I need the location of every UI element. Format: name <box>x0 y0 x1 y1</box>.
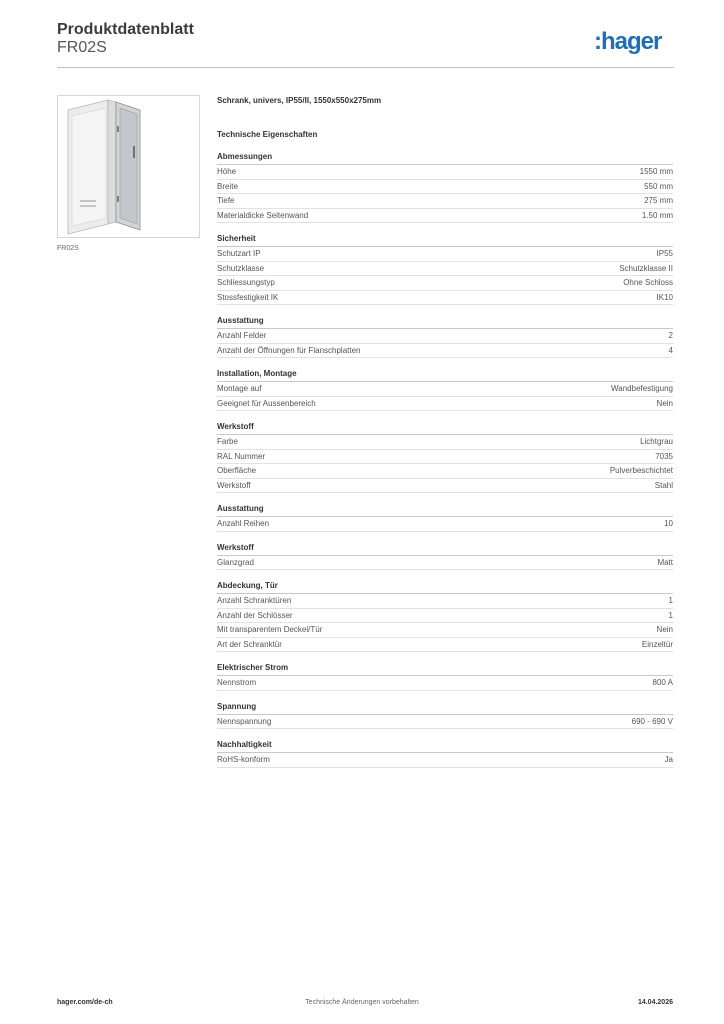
spec-row <box>217 623 673 638</box>
spec-row <box>217 194 673 209</box>
document-title: Produktdatenblatt <box>57 21 194 38</box>
spec-value: Ohne Schloss <box>623 278 673 287</box>
spec-label: Nennstrom <box>217 678 257 687</box>
spec-row <box>217 464 673 479</box>
spec-label: Anzahl Reihen <box>217 519 270 528</box>
spec-label: Schutzklasse <box>217 263 265 273</box>
spec-value: 550 mm <box>644 181 673 191</box>
section-title: Nachhaltigkeit <box>217 739 673 753</box>
spec-section <box>217 542 673 571</box>
spec-section <box>217 662 673 691</box>
spec-section <box>217 233 673 305</box>
spec-section <box>217 580 673 652</box>
spec-value: Nein <box>656 625 673 634</box>
spec-label: Schliessungstyp <box>217 278 275 287</box>
spec-value: 10 <box>664 519 673 528</box>
spec-row <box>217 262 673 277</box>
footer-date: 14.04.2026 <box>637 999 673 1006</box>
spec-value: 800 A <box>652 678 673 687</box>
image-caption: FR02S <box>57 245 79 252</box>
article-number: FR02S <box>57 39 107 56</box>
spec-row <box>217 753 673 768</box>
spec-label: Mit transparentem Deckel/Tür <box>217 625 323 634</box>
spec-row <box>217 435 673 450</box>
spec-label: Nennspannung <box>217 716 272 726</box>
spec-section <box>217 739 673 768</box>
spec-row <box>217 638 673 653</box>
spec-value: IK10 <box>656 292 673 302</box>
section-title: Abmessungen <box>217 151 673 165</box>
spec-label: Art der Schranktür <box>217 639 282 649</box>
spec-value: Stahl <box>654 480 673 490</box>
spec-section <box>217 503 673 532</box>
spec-label: Anzahl Felder <box>217 331 267 340</box>
spec-section <box>217 368 673 411</box>
spec-row <box>217 450 673 465</box>
spec-row <box>217 165 673 180</box>
spec-row <box>217 517 673 532</box>
spec-value: 1 <box>668 596 673 605</box>
spec-row <box>217 209 673 224</box>
spec-sections <box>217 151 673 768</box>
spec-label: Anzahl der Öffnungen für Flanschplatten <box>217 345 361 355</box>
spec-row <box>217 676 673 691</box>
spec-row <box>217 397 673 412</box>
spec-value: Ja <box>664 755 673 764</box>
spec-label: Montage auf <box>217 384 262 393</box>
product-title: Schrank, univers, IP55/II, 1550x550x275mm <box>217 96 382 105</box>
spec-row <box>217 344 673 359</box>
spec-row <box>217 609 673 624</box>
spec-label: Anzahl Schranktüren <box>217 596 292 605</box>
spec-section <box>217 701 673 730</box>
section-title: Werkstoff <box>217 421 673 435</box>
spec-label: Glanzgrad <box>217 557 254 567</box>
spec-row <box>217 382 673 397</box>
spec-value: Einzeltür <box>641 639 673 649</box>
spec-content <box>217 95 673 768</box>
spec-value: 4 <box>668 345 673 355</box>
spec-value: Lichtgrau <box>640 437 673 446</box>
spec-row <box>217 479 673 494</box>
spec-row <box>217 329 673 344</box>
spec-label: Schutzart IP <box>217 249 261 258</box>
spec-section <box>217 421 673 493</box>
hager-logo <box>594 28 674 56</box>
spec-value: Wandbefestigung <box>611 384 673 393</box>
section-title: Elektrischer Strom <box>217 662 673 676</box>
spec-label: Stossfestigkeit IK <box>217 292 279 302</box>
spec-value: 1.50 mm <box>641 210 673 220</box>
section-title: Werkstoff <box>217 542 673 556</box>
spec-value: 275 mm <box>644 196 673 205</box>
spec-label: Farbe <box>217 437 238 446</box>
spec-row <box>217 594 673 609</box>
header-divider <box>57 67 674 68</box>
spec-label: RoHS-konform <box>217 755 270 764</box>
spec-value: 7035 <box>655 451 673 461</box>
spec-label: Tiefe <box>217 196 235 205</box>
spec-value: Nein <box>656 398 673 408</box>
section-title: Spannung <box>217 701 673 715</box>
spec-row <box>217 276 673 291</box>
svg-text::hager: :hager <box>594 28 662 55</box>
spec-value: Schutzklasse II <box>619 263 673 273</box>
spec-value: Pulverbeschichtet <box>609 466 673 475</box>
spec-value: 1550 mm <box>639 167 673 176</box>
section-title: Ausstattung <box>217 315 673 329</box>
spec-label: Materialdicke Seitenwand <box>217 210 309 220</box>
spec-row <box>217 247 673 262</box>
spec-section <box>217 151 673 223</box>
spec-label: RAL Nummer <box>217 451 266 461</box>
spec-label: Geeignet für Aussenbereich <box>217 398 316 408</box>
section-title: Abdeckung, Tür <box>217 580 673 594</box>
product-image <box>57 95 200 238</box>
spec-row <box>217 291 673 306</box>
spec-value: 1 <box>668 610 673 620</box>
spec-value: IP55 <box>656 249 673 258</box>
spec-value: Matt <box>657 557 673 567</box>
spec-label: Oberfläche <box>217 466 257 475</box>
spec-value: 2 <box>668 331 673 340</box>
spec-label: Werkstoff <box>217 480 251 490</box>
spec-label: Höhe <box>217 167 237 176</box>
spec-section <box>217 315 673 358</box>
section-title: Ausstattung <box>217 503 673 517</box>
section-title: Installation, Montage <box>217 368 673 382</box>
spec-row <box>217 556 673 571</box>
footer-website: hager.com/de-ch <box>57 999 113 1006</box>
spec-row <box>217 180 673 195</box>
cabinet-illustration <box>58 96 199 237</box>
spec-row <box>217 715 673 730</box>
spec-label: Breite <box>217 181 238 191</box>
spec-value: 690 - 690 V <box>631 716 673 726</box>
spec-label: Anzahl der Schlösser <box>217 610 293 620</box>
section-title: Sicherheit <box>217 233 673 247</box>
footer-notice: Technische Änderungen vorbehalten <box>305 999 419 1006</box>
technical-properties-heading: Technische Eigenschaften <box>217 130 318 139</box>
